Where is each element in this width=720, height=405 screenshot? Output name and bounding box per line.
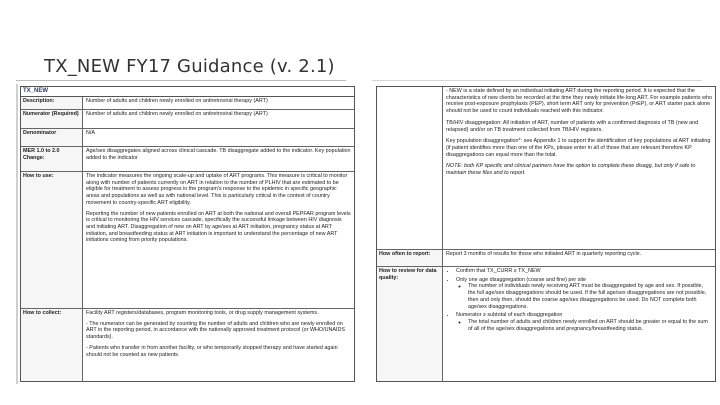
row-label: MER 1.0 to 2.0 Change: [21, 147, 83, 171]
row-value [83, 172, 354, 308]
paragraph: Reporting the number of new patients enrolled on ART at both the national and overall PEPFAR program levels is critical to monitoring the HIV services cascade, specifically the successful linkage between HIV diagnosis and initiating ART. Disaggregation of new on ART by age/sex at ART initiation, pregnancy status at ART initiation, and breastfeeding status at ART initiation is important to understand the percentage of new ART initiations coming from priority populations. [86, 210, 351, 244]
row-value: N/A [86, 130, 95, 136]
right-guidance-table [376, 86, 716, 382]
list-item-text: Numerator ≥ subtotal of each disaggregation [456, 312, 563, 319]
row-change [21, 147, 354, 172]
paragraph: Facility ART registers/databases, program monitoring tools, or drug supply management systems. [86, 310, 319, 316]
row-how-to-collect [21, 309, 354, 382]
list-item: ◦ The total number of adults and children newly enrolled on ART should be greater or equal to the sum of all of the age/sex disaggregations and pregnancy/breastfeeding status. [468, 319, 712, 332]
page-title: TX_NEW FY17 Guidance (v. 2.1) [44, 56, 335, 77]
row-value: Report 3 months of results for those who initiated ART in quarterly reporting cycle. [446, 251, 642, 257]
row-label: Denominator [21, 129, 83, 146]
paragraph: The indicator measures the ongoing scale-up and uptake of ART programs. This measure is critical to monitor along with number of patients currently on ART in relation to the number of PLHIV that are estimated to be eligible for treatment to assess progress in the program's response to the epidemic in specific geographic areas and populations as well as with national level. This is particularly critical in the context of country movement to country-specific ART eligibility. [86, 173, 348, 206]
row-value [443, 267, 715, 382]
list-item: • Confirm that TX_CURR ≥ TX_NEW [456, 268, 712, 275]
list-item-text: Only one age disaggregation (coarse and fine) per site [456, 276, 587, 283]
paragraph: - The numerator can be generated by counting the number of adults and children who are newly enrolled on ART in the reporting period, in accordance with the nationally approved treatment protocol (or WHO/UNAIDS standards). [86, 320, 345, 341]
row-value [443, 87, 715, 249]
left-margin-bar [16, 84, 18, 384]
row-label: How to review for data quality: [377, 267, 443, 382]
left-guidance-table [20, 86, 355, 382]
list-item: ◦ The number of individuals newly receiving ART must be disaggregated by age and sex. If possible, the full age/sex disaggregations should be used. If the full age/sex disaggregations are not possible, then and only then, should the coarse age/sex disaggregations be used. Do NOT complete both age/sex disaggregations. [468, 283, 712, 310]
paragraph: - NEW is a state defined by an individual initiating ART during the reporting period. It is expected that the characteristics of new clients be recorded at the time they newly initiate life-long ART. For example patients who receive post-exposure prophylaxis (PEP), short term ART only for prevention (PrEP), or ART starter pack alone should not be used to count individuals reached with this indicator. [446, 88, 712, 115]
bullet-list [446, 268, 712, 332]
title-underline [16, 80, 346, 81]
row-value: Number of adults and children newly enrolled on antiretroviral therapy (ART) [86, 98, 268, 104]
sub-bullet-list [456, 319, 712, 332]
row-value [83, 309, 354, 382]
row-numerator [21, 110, 354, 129]
row-label: How to use: [21, 172, 83, 308]
row-value: Number of adults and children newly enrolled on antiretroviral therapy (ART) [86, 111, 268, 117]
row-label: Numerator (Required) [21, 110, 83, 128]
row-continued-notes [377, 87, 715, 250]
paragraph: TB/HIV disaggregation: All initiation of ART, number of patients with a confirmed diagnosis of TB (new and relapsed) and/or on TB treatment collected from TB/HIV registers. [446, 119, 699, 133]
row-description [21, 97, 354, 110]
note-paragraph: NOTE: both KP specific and clinical partners have the option to complete these disagg, but only if safe to maintain these files and to report. [446, 163, 696, 177]
row-denominator [21, 129, 354, 147]
row-how-often [377, 250, 715, 267]
row-value: Age/sex disaggregates aligned across clinical cascade. TB disaggregate added to the indicator. Key population added to the indicator [86, 148, 351, 161]
list-item [456, 312, 712, 332]
row-label-empty [377, 87, 443, 249]
row-label: How often to report: [377, 250, 443, 266]
sub-bullet-list [456, 283, 712, 310]
row-how-to-use [21, 172, 354, 309]
paragraph: Key population disaggregation*: see Appendix 1 to support the identification of key populations at ART initiating (if patient identifies more than one of the KPs, please enter in all of those that are relevant therefore KP disaggregations can equal more than the total. [446, 138, 711, 158]
row-data-quality [377, 267, 715, 382]
list-item [456, 277, 712, 311]
paragraph: - Patients who transfer in from another facility, or who temporarily stopped therapy and have started again should not be counted as new patients. [86, 344, 338, 358]
row-label: How to collect: [21, 309, 83, 382]
row-label: Description: [21, 97, 83, 109]
right-divider-line [372, 80, 702, 81]
table-header: TX_NEW [21, 87, 354, 97]
